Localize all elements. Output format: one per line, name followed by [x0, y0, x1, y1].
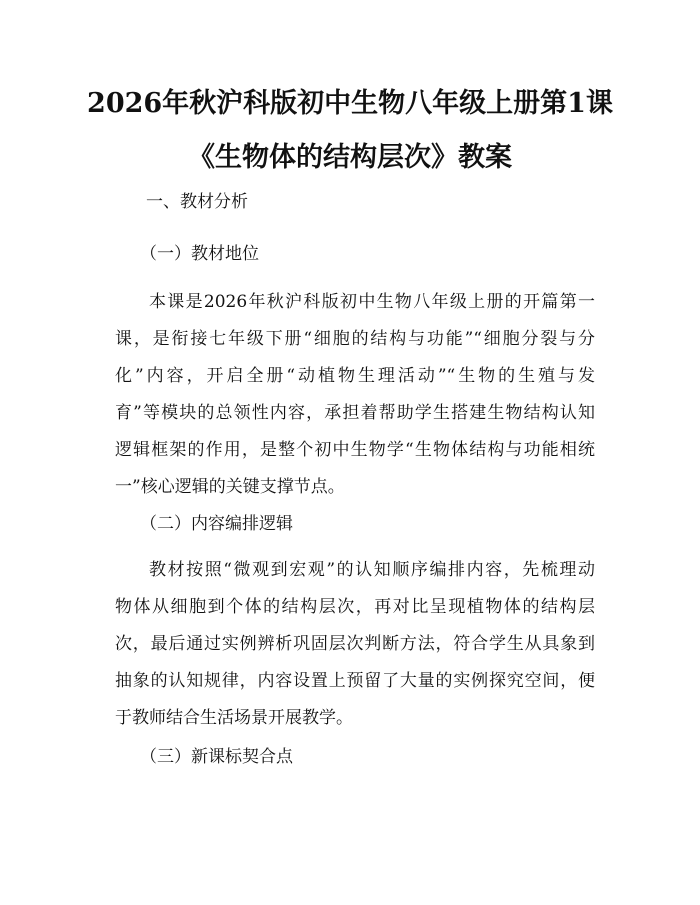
paragraph-line: 物体从细胞到个体的结构层次，再对比呈现植物体的结构层	[115, 597, 595, 617]
subsection-heading-material-position: （一）教材地位	[140, 244, 259, 264]
paragraph-line: 化”内容，开启全册“动植物生理活动”“生物的生殖与发	[115, 366, 595, 386]
subsection-heading-curriculum-fit: （三）新课标契合点	[140, 747, 293, 767]
paragraph-line: 教材按照“微观到宏观”的认知顺序编排内容，先梳理动	[149, 560, 595, 580]
document-title-line-2: 《生物体的结构层次》教案	[188, 142, 512, 173]
paragraph-line: 课，是衔接七年级下册“细胞的结构与功能”“细胞分裂与分	[115, 329, 595, 349]
paragraph-line: 本课是2026年秋沪科版初中生物八年级上册的开篇第一	[149, 292, 595, 312]
paragraph-line: 次，最后通过实例辨析巩固层次判断方法，符合学生从具象到	[115, 634, 595, 654]
paragraph-material-position	[115, 284, 595, 506]
paragraph-line: 抽象的认知规律，内容设置上预留了大量的实例探究空间，便	[115, 671, 595, 691]
paragraph-line: 于教师结合生活场景开展教学。	[115, 708, 353, 728]
subsection-heading-content-logic: （二）内容编排逻辑	[140, 514, 293, 534]
paragraph-line: 育”等模块的总领性内容，承担着帮助学生搭建生物结构认知	[115, 403, 595, 423]
paragraph-line: 一”核心逻辑的关键支撑节点。	[115, 477, 345, 497]
document-title-line-1: 2026年秋沪科版初中生物八年级上册第1课	[87, 88, 613, 119]
paragraph-line: 逻辑框架的作用，是整个初中生物学“生物体结构与功能相统	[115, 440, 595, 460]
paragraph-content-logic	[115, 552, 595, 737]
section-heading-teaching-material-analysis: 一、教材分析	[146, 192, 248, 212]
